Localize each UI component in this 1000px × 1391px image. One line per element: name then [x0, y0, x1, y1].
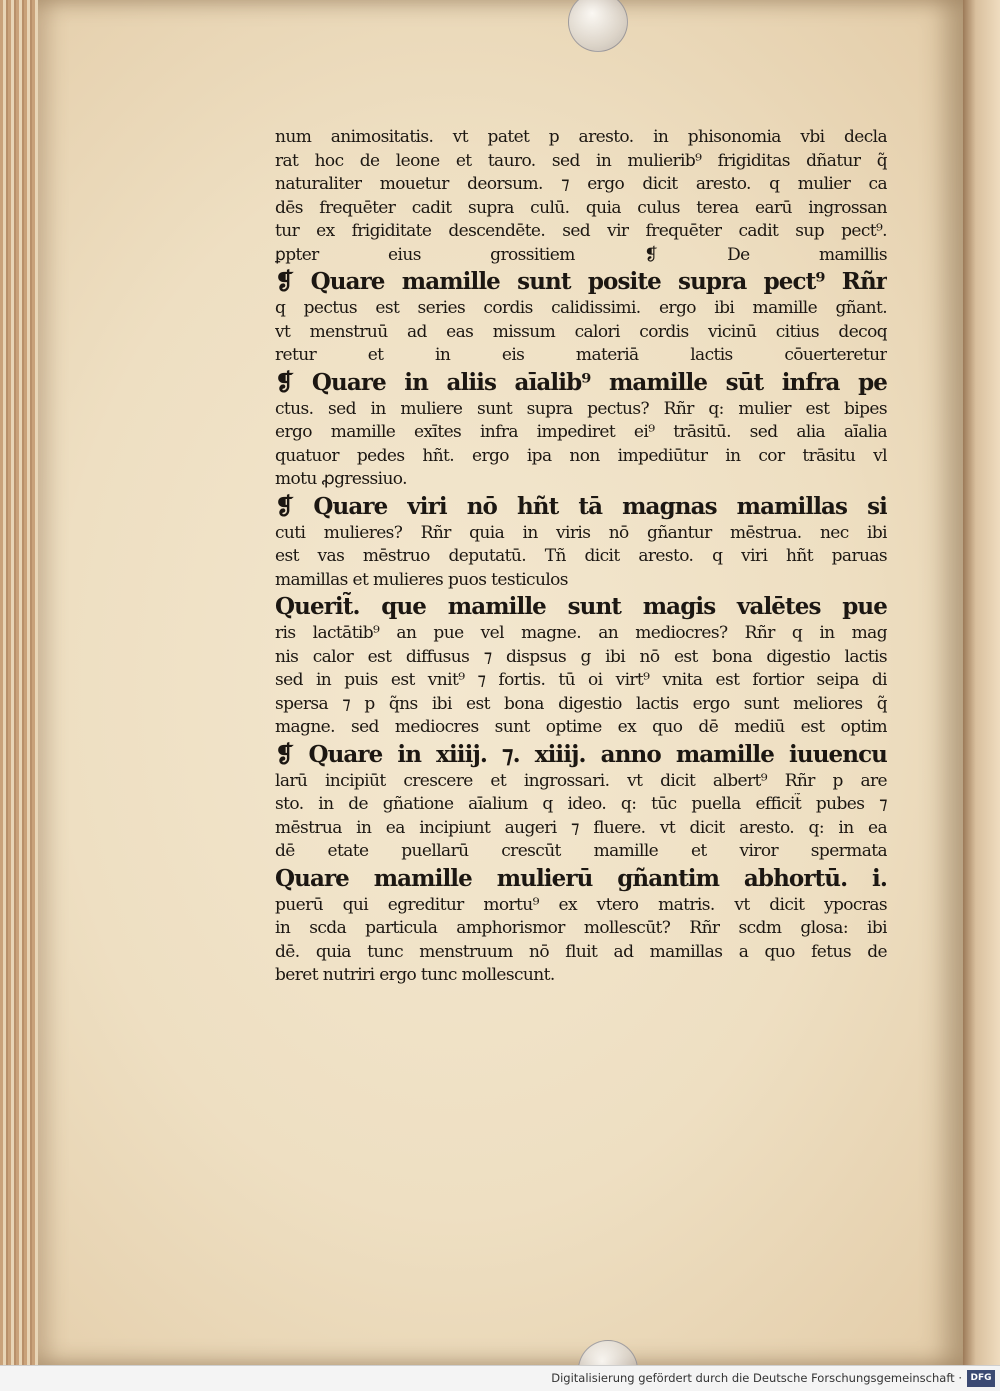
text-line: ergo mamille exītes infra impediret ei⁹ trāsitū. sed alia aīalia — [275, 422, 887, 442]
text-line: Quare mamille mulierū gñantim abhortū. i. — [275, 864, 887, 892]
text-line: mamillas et mulieres puos testiculos — [275, 569, 568, 590]
facing-page-edge — [963, 0, 1000, 1365]
text-line: cuti mulieres? Rñr quia in viris nō gñantur mēstrua. nec ibi — [275, 522, 887, 543]
text-line: sto. in de gñatione aīalium q ideo. q: tūc puella efficit̃ pubes ⁊ — [275, 794, 887, 814]
text-line: in scda particula amphorismor mollescūt? Rñr scdm glosa: ibi — [275, 918, 887, 938]
text-line: dē. quia tunc menstruum nō fluit ad mamillas a quo fetus de — [275, 941, 887, 962]
text-line: ꝑpter eius grossitiem ❡ De mamillis — [275, 244, 887, 265]
text-line: dē etate puellarū crescūt mamille et viror spermata — [275, 841, 887, 861]
text-line: ❡ Quare mamille sunt posite supra pect⁹ Rñr — [275, 268, 887, 295]
text-line: Querit̃. que mamille sunt magis valētes pue — [275, 593, 887, 620]
text-line: nis calor est diffusus ⁊ dispsus g ibi nō est bona digestio lactis — [275, 646, 887, 667]
footer-bar — [0, 1365, 1000, 1391]
text-line: magne. sed mediocres sunt optime ex quo dē mediū est optim — [275, 717, 887, 737]
text-line: tur ex frigiditate descendēte. sed vir frequēter cadit sup pect⁹. — [275, 221, 887, 241]
text-line: quatuor pedes hñt. ergo ipa non impediūtur in cor trāsitu vl — [275, 445, 887, 466]
text-line: naturaliter mouetur deorsum. ⁊ ergo dicit aresto. q mulier ca — [275, 174, 887, 194]
text-line: retur et in eis materiā lactis cōuerteretur — [275, 345, 887, 365]
text-line: rat hoc de leone et tauro. sed in mulierib⁹ frigiditas dñatur q̃ — [275, 150, 887, 171]
text-line: ctus. sed in muliere sunt supra pectus? Rñr q: mulier est bipes — [275, 398, 887, 419]
text-line: larū incipiūt crescere et ingrossari. vt dicit albert⁹ Rñr p are — [275, 770, 887, 791]
text-line: motu ꝓgressiuo. — [275, 469, 407, 489]
text-line: dēs frequēter cadit supra culū. quia culus terea earū ingrossan — [275, 197, 887, 218]
text-line: mēstrua in ea incipiunt augeri ⁊ fluere. vt dicit aresto. q: in ea — [275, 817, 887, 838]
dfg-logo: DFG — [967, 1370, 995, 1387]
text-line: puerū qui egreditur mortu⁹ ex vtero matris. vt dicit ypocras — [275, 894, 887, 915]
page-edges — [0, 0, 38, 1365]
text-line: sed in puis est vnit⁹ ⁊ fortis. tū oi virt⁹ vnita est fortior seipa di — [275, 670, 887, 690]
text-line: beret nutriri ergo tunc mollescunt. — [275, 965, 555, 985]
text-line: ❡ Quare in aliis aīalib⁹ mamille sūt infra pe — [275, 368, 887, 396]
text-line: est vas mēstruo deputatū. Tñ dicit aresto. q viri hñt paruas — [275, 546, 887, 566]
text-line: ris lactātib⁹ an pue vel magne. an mediocres? Rñr q in mag — [275, 623, 887, 643]
text-line: ❡ Quare viri nō hñt tā magnas mamillas si — [275, 492, 887, 520]
page-text — [275, 126, 887, 988]
text-line: vt menstruū ad eas missum calori cordis vicinū citius decoq — [275, 321, 887, 342]
text-line: ❡ Quare in xiiij. ⁊. xiiij. anno mamille iuuencu — [275, 740, 887, 768]
text-line: q pectus est series cordis calidissimi. ergo ibi mamille gñant. — [275, 298, 887, 318]
funding-credit: Digitalisierung gefördert durch die Deutsche Forschungsgemeinschaft · — [551, 1371, 962, 1385]
text-line: num animositatis. vt patet p aresto. in phisonomia vbi decla — [275, 127, 887, 147]
text-line: spersa ⁊ p q̃ns ibi est bona digestio lactis ergo sunt meliores q̃ — [275, 693, 887, 714]
